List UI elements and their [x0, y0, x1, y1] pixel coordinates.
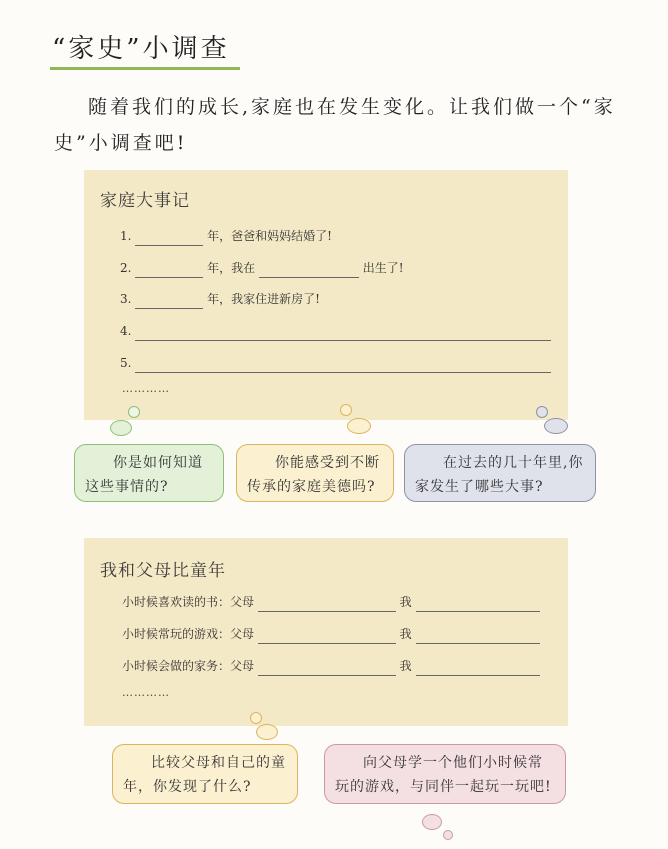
title-underline: [50, 67, 240, 70]
row-text: 出生了!: [362, 261, 404, 275]
thought-circle: [340, 404, 352, 416]
event-row-3: [120, 289, 320, 309]
row-text: 年，我在: [207, 261, 256, 275]
thought-circle: [256, 724, 278, 740]
row-number: 3.: [120, 292, 132, 306]
bubble-text: 你能感受到不断传承的家庭美德吗?: [247, 455, 380, 495]
bubble-text: 你是如何知道这些事情的?: [85, 455, 203, 495]
row-number: 1.: [120, 229, 132, 243]
row-number: 4.: [120, 324, 132, 338]
parent-blank[interactable]: [258, 629, 396, 644]
thought-circle: [443, 830, 453, 840]
event-blank[interactable]: [135, 326, 551, 341]
event-row-1: [120, 226, 332, 246]
row-label: 小时候会做的家务：父母: [122, 659, 255, 673]
event-row-5: [120, 353, 551, 373]
question-bubble-game: [324, 744, 566, 804]
question-bubble-compare: [112, 744, 298, 804]
me-blank[interactable]: [416, 661, 540, 676]
row-number: 2.: [120, 261, 132, 275]
me-label: 我: [399, 659, 412, 673]
row-label: 小时候常玩的游戏：父母: [122, 627, 255, 641]
childhood-row-1: [122, 592, 540, 612]
ellipsis: …………: [122, 686, 170, 699]
bubble-text: 比较父母和自己的童年，你发现了什么?: [123, 755, 286, 795]
page-title: “家史”小调查: [52, 34, 230, 64]
row-text: 年，爸爸和妈妈结婚了!: [207, 229, 332, 243]
bubble-text: 在过去的几十年里,你家发生了哪些大事?: [415, 455, 584, 495]
intro-line-1: 随着我们的成长,家庭也在发生变化。让我们做一个“家: [88, 96, 616, 118]
childhood-row-2: [122, 624, 540, 644]
question-bubble-gray: [404, 444, 596, 502]
thought-circle: [536, 406, 548, 418]
row-number: 5.: [120, 356, 132, 370]
question-bubble-yellow: [236, 444, 394, 502]
year-blank[interactable]: [135, 294, 203, 309]
row-text: 年，我家住进新房了!: [207, 292, 320, 306]
row-label: 小时候喜欢读的书：父母: [122, 595, 255, 609]
ellipsis: …………: [122, 382, 170, 395]
thought-circle: [110, 420, 132, 436]
intro-line-2: 史”小调查吧!: [54, 132, 188, 154]
me-blank[interactable]: [416, 629, 540, 644]
place-blank[interactable]: [259, 263, 359, 278]
me-label: 我: [399, 627, 412, 641]
thought-circle: [347, 418, 371, 434]
me-label: 我: [399, 595, 412, 609]
childhood-row-3: [122, 656, 540, 676]
event-row-4: [120, 321, 551, 341]
me-blank[interactable]: [416, 597, 540, 612]
bubble-text: 向父母学一个他们小时候常玩的游戏，与同伴一起玩一玩吧!: [335, 755, 552, 795]
year-blank[interactable]: [135, 231, 203, 246]
thought-circle: [128, 406, 140, 418]
parent-blank[interactable]: [258, 597, 396, 612]
thought-circle: [250, 712, 262, 724]
question-bubble-green: [74, 444, 224, 502]
event-blank[interactable]: [135, 358, 551, 373]
family-events-title: 家庭大事记: [100, 191, 190, 211]
thought-circle: [422, 814, 442, 830]
event-row-2: [120, 258, 404, 278]
parent-blank[interactable]: [258, 661, 396, 676]
thought-circle: [544, 418, 568, 434]
childhood-title: 我和父母比童年: [100, 561, 226, 581]
year-blank[interactable]: [135, 263, 203, 278]
